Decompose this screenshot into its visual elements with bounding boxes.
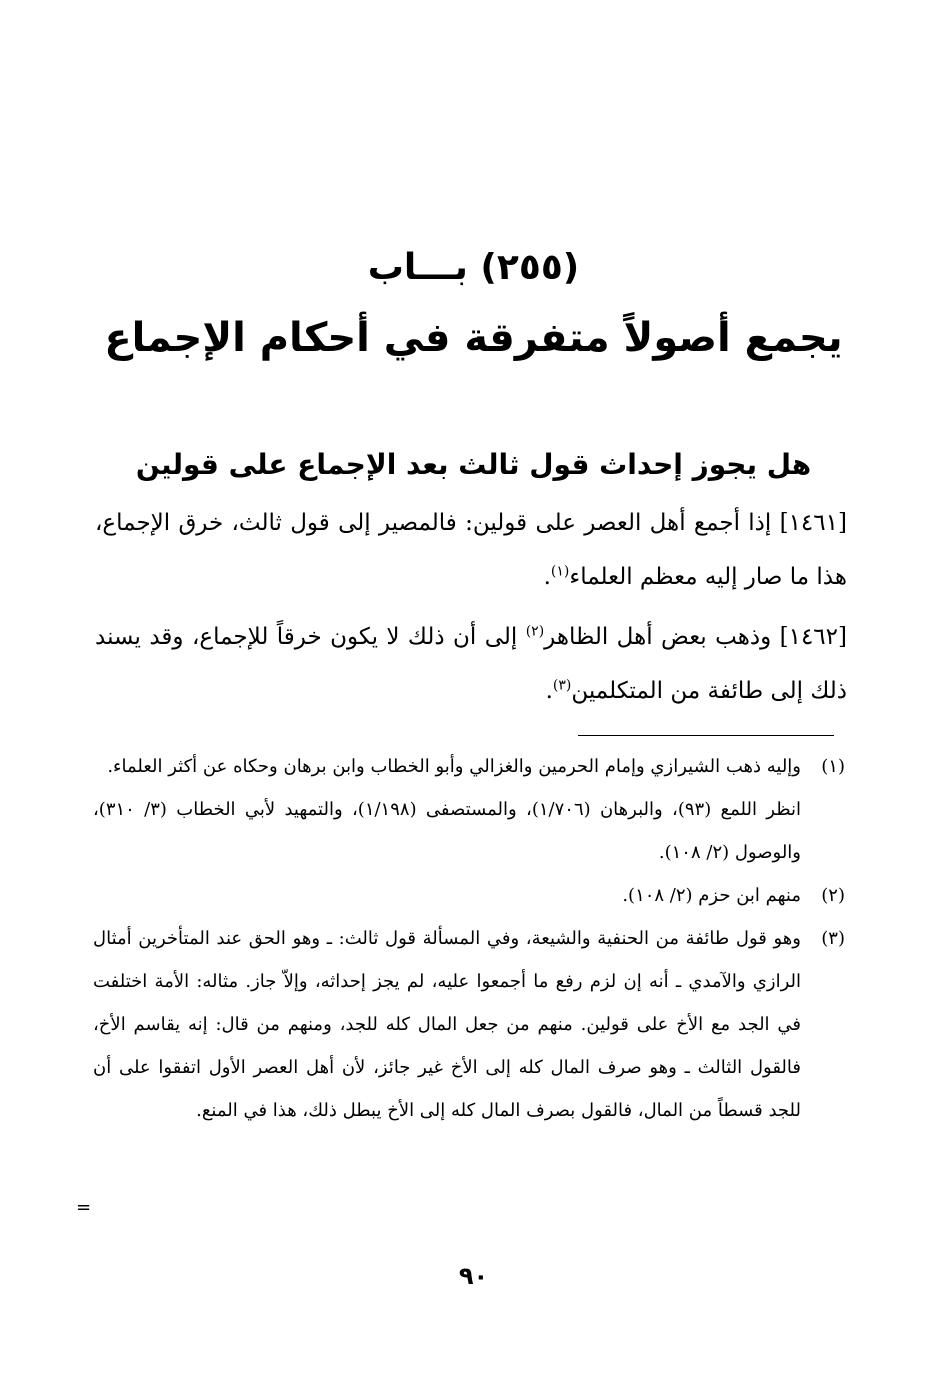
footnote-2 (93, 874, 845, 917)
chapter-title: (٢٥٥) بـــاب (367, 247, 580, 288)
paragraph-number: [١٤٦١] (779, 510, 847, 536)
footnote-divider (578, 735, 834, 736)
footnote-number: (٣) (821, 928, 845, 949)
paragraph-number: [١٤٦٢] (779, 624, 847, 650)
footnote-reference: (٣) (552, 677, 572, 694)
footnote-number: (١) (821, 756, 845, 777)
footnote-3 (93, 917, 845, 1132)
paragraph-text: إذا أجمع أهل العصر على قولين: فالمصير إلى قول ثالث، خرق الإجماع، هذا ما صار إليه معظم العلماء (95, 510, 847, 590)
footnote-text: وإليه ذهب الشيرازي وإمام الحرمين والغزالي وأبو الخطاب وابن برهان وحكاه عن أكثر العلماء. (107, 756, 801, 777)
paragraph-text: إلى أن ذلك لا يكون خرقاً للإجماع، وقد يسند ذلك إلى طائفة من المتكلمين (95, 624, 847, 704)
footnote-text: انظر اللمع (٩٣)، والبرهان (١/٧٠٦)، والمستصفى (١/١٩٨)، والتمهيد لأبي الخطاب (٣/ ٣١٠)، والوصول (٢/ ١٠٨). (93, 799, 802, 863)
footnote-text: منهم ابن حزم (٢/ ١٠٨). (622, 885, 801, 906)
footnote-body (93, 917, 801, 1132)
chapter-subtitle: يجمع أصولاً متفرقة في أحكام الإجماع (104, 315, 843, 361)
footnote-number: (٢) (821, 885, 845, 906)
footnote-1 (93, 745, 845, 874)
paragraph-1461 (95, 496, 847, 604)
paragraph-text: وذهب بعض أهل الظاهر (544, 624, 772, 650)
footnote-body (93, 874, 801, 917)
paragraph-1462 (95, 610, 847, 718)
section-heading: هل يجوز إحداث قول ثالث بعد الإجماع على قولين (135, 448, 812, 481)
paragraph-end: . (543, 564, 551, 590)
footnote-text: وهو قول طائفة من الحنفية والشيعة، وفي المسألة قول ثالث: ـ وهو الحق عند المتأخرين أمثال الرازي والآمدي ـ أنه إن لزم رفع ما أجمعوا عليه، لم يجز إحداثه، وإلاّ جاز. مثاله: الأمة اختلفت في الجد مع الأخ على قولين. منهم من جعل المال كله للجد، ومنهم من قال: إنه يقاسم الأخ، فالقول الثالث ـ وهو صرف المال كله إلى الأخ غير جائز، لأن أهل العصر الأول اتفقوا على أن للجد قسطاً من المال، فالقول بصرف المال كله إلى الأخ يبطل ذلك، هذا في المنع. (93, 928, 801, 1121)
footnote-body (93, 745, 801, 874)
footnote-reference: (٢) (525, 623, 545, 640)
footnote-reference: (١) (550, 563, 570, 580)
page-number: ٩٠ (458, 1262, 489, 1290)
paragraph-end: . (545, 678, 553, 704)
continuation-mark: = (76, 1197, 92, 1218)
footnotes (93, 745, 845, 1132)
